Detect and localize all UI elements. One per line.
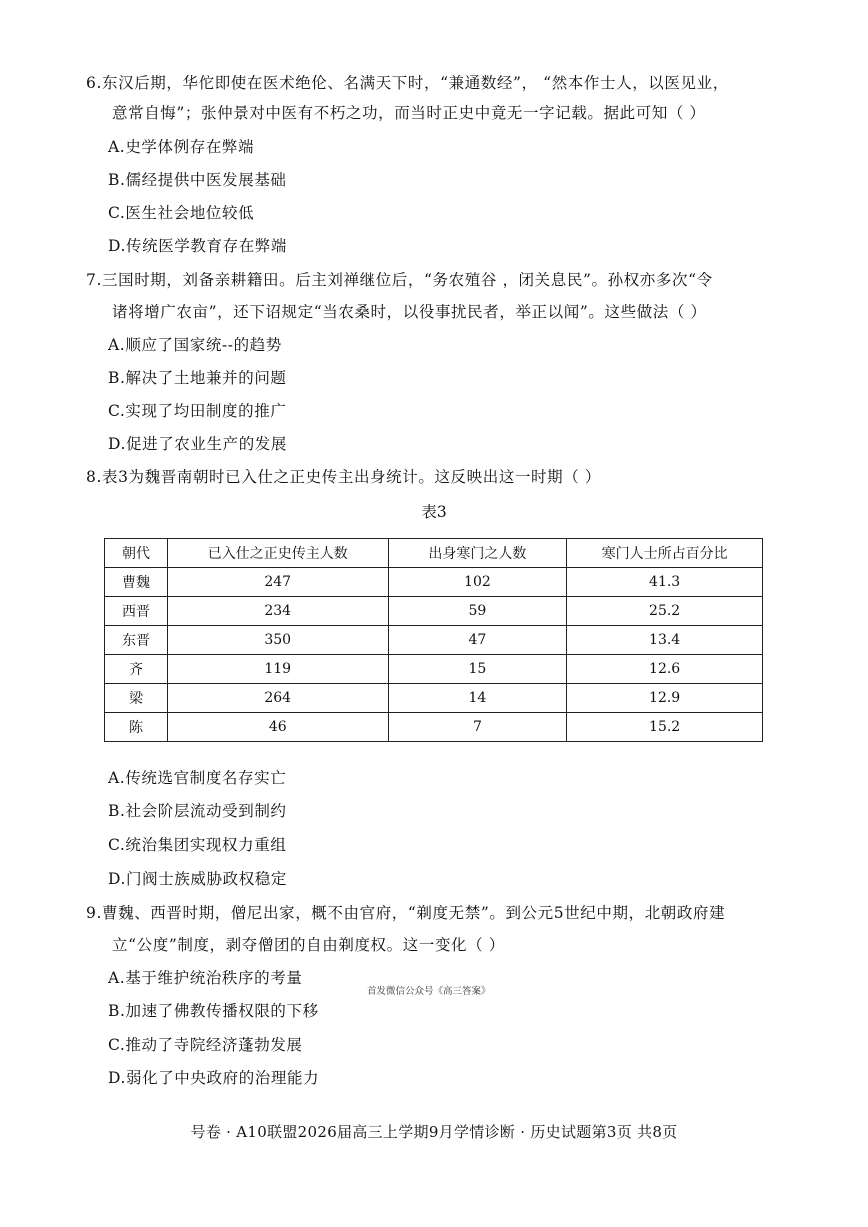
table-cell: 15.2 [567,713,763,742]
table-cell: 119 [167,655,388,684]
q7-option-c[interactable]: C.实现了均田制度的推广 [108,402,287,420]
q9-option-d[interactable]: D.弱化了中央政府的治理能力 [108,1069,320,1087]
table-header-row [105,539,763,568]
q6-option-c[interactable]: C.医生社会地位较低 [108,204,255,222]
table-row [105,626,763,655]
q6-option-a[interactable]: A.史学体例存在弊端 [108,138,255,156]
table-cell: 陈 [105,713,168,742]
q6-option-d[interactable]: D.传统医学教育存在弊端 [108,237,288,255]
table-cell: 15 [388,655,567,684]
q7-option-a[interactable]: A.顺应了国家统--的趋势 [108,336,282,354]
table-cell: 59 [388,597,567,626]
table-cell: 12.9 [567,684,763,713]
table-caption: 表3 [421,503,447,521]
table-cell: 264 [167,684,388,713]
table-cell: 46 [167,713,388,742]
table-cell: 7 [388,713,567,742]
q8-option-c[interactable]: C.统治集团实现权力重组 [108,836,287,854]
table-row [105,655,763,684]
table-cell: 13.4 [567,626,763,655]
q7-stem-line-2: 诸将增广农亩”，还下诏规定“当农桑时，以役事扰民者，举正以闻”。这些做法（ ） [112,303,707,321]
table-cell: 12.6 [567,655,763,684]
q8-option-d[interactable]: D.门阀士族威胁政权稳定 [108,870,288,888]
q9-option-c[interactable]: C.推动了寺院经济蓬勃发展 [108,1036,303,1054]
q8-option-b[interactable]: B.社会阶层流动受到制约 [108,802,287,820]
table-header-cell: 寒门人士所占百分比 [567,539,763,568]
q9-stem-line-2: 立“公度”制度，剥夺僧团的自由剃度权。这一变化（ ） [112,936,505,954]
table-cell: 西晋 [105,597,168,626]
table-cell: 梁 [105,684,168,713]
table-cell: 曹魏 [105,568,168,597]
table-cell: 25.2 [567,597,763,626]
table-row [105,713,763,742]
q9-stem-line-1: 9.曹魏、西晋时期，僧尼出家，概不由官府，“剃度无禁”。到公元5世纪中期，北朝政府建 [86,904,726,922]
statistics-table [104,538,763,742]
q7-option-d[interactable]: D.促进了农业生产的发展 [108,435,288,453]
page-footer: 号卷 · A10联盟2026届高三上学期9月学情诊断 · 历史试题第3页 共8页 [190,1123,678,1141]
watermark-text: 首发微信公众号《高三答案》 [367,986,491,997]
table-row [105,597,763,626]
q6-stem-line-2: 意常自悔”；张仲景对中医有不朽之功，而当时正史中竟无一字记载。据此可知（ ） [112,104,706,122]
table-header-cell: 朝代 [105,539,168,568]
table-cell: 47 [388,626,567,655]
table-cell: 齐 [105,655,168,684]
q7-option-b[interactable]: B.解决了土地兼并的问题 [108,369,287,387]
table-header-cell: 出身寒门之人数 [388,539,567,568]
q9-option-a[interactable]: A.基于维护统治秩序的考量 [108,969,303,987]
q8-option-a[interactable]: A.传统选官制度名存实亡 [108,769,287,787]
q6-option-b[interactable]: B.儒经提供中医发展基础 [108,171,287,189]
table-cell: 14 [388,684,567,713]
table-cell: 41.3 [567,568,763,597]
table-cell: 350 [167,626,388,655]
table-row [105,684,763,713]
table-cell: 234 [167,597,388,626]
q6-stem-line-1: 6.东汉后期，华佗即使在医术绝伦、名满天下时，“兼通数经”， “然本作士人，以医见业， [86,74,729,92]
q8-stem-line-1: 8.表3为魏晋南朝时已入仕之正史传主出身统计。这反映出这一时期（ ） [86,468,601,486]
table-header-cell: 已入仕之正史传主人数 [167,539,388,568]
table-cell: 247 [167,568,388,597]
table-cell: 102 [388,568,567,597]
q7-stem-line-1: 7.三国时期，刘备亲耕籍田。后主刘禅继位后，“务农殖谷 ，闭关息民”。孙权亦多次“令 [86,271,713,289]
q9-option-b[interactable]: B.加速了佛教传播权限的下移 [108,1002,319,1020]
table-row [105,568,763,597]
table-cell: 东晋 [105,626,168,655]
